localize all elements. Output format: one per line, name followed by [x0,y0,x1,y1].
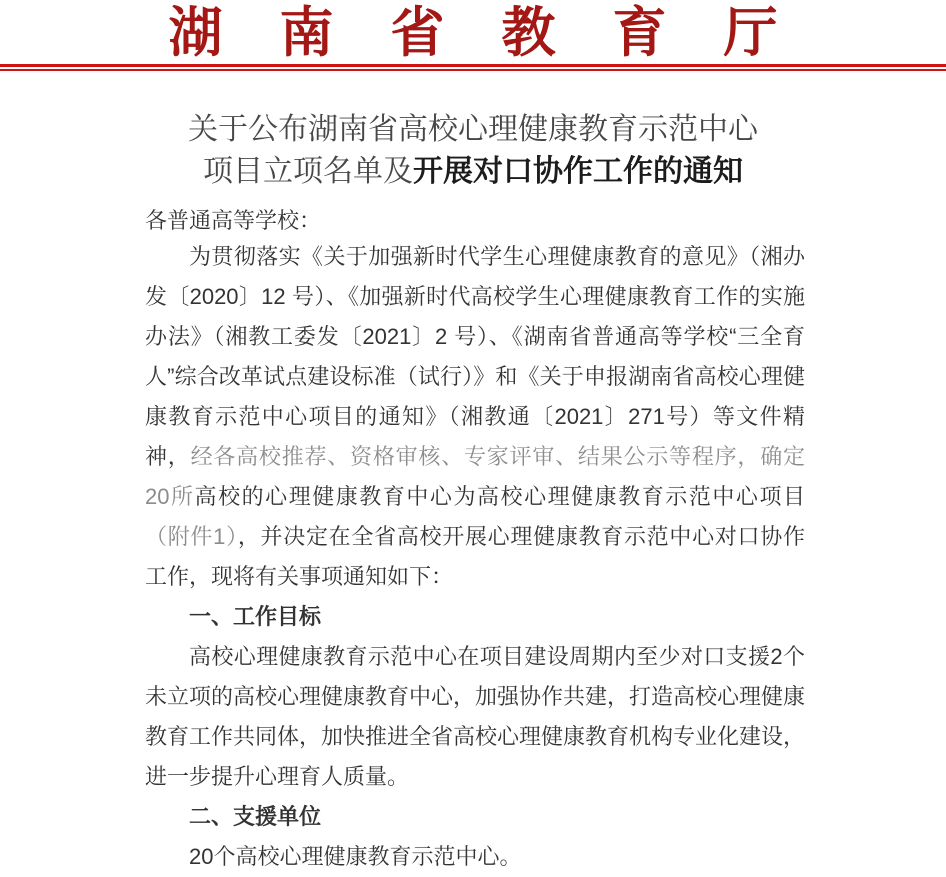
agency-name: 湖南省教育厅 [168,0,835,64]
section-heading [145,797,805,837]
document-title-line1: 关于公布湖南省高校心理健康教育示范中心 [188,113,758,146]
paragraph [145,837,805,877]
document-title [0,109,946,193]
letterhead-rule-thin [0,69,946,71]
document-body [0,205,946,877]
text-segment: 一、工作目标 [189,604,322,629]
paragraph [145,637,805,797]
salutation: 各普通高等学校： [145,208,322,233]
letterhead [0,0,946,71]
text-segment: 经各高校推荐、资格审核、专家评审、结果公示等程序，确定20所 [145,444,805,509]
text-segment: 高校心理健康教育示范中心在项目建设周期内至少对口支援2个未立项的高校心理健康教育中心，加强协作共建，打造高校心理健康教育工作共同体，加快推进全省高校心理健康教育机构专业化建设，进一步提升心理育人质量。 [145,644,806,789]
paragraph [145,237,805,597]
document-title-line2-normal: 项目立项名单及 [203,155,413,188]
document-title-line2-strong: 开展对口协作工作的通知 [413,155,743,188]
document-title-line2 [0,151,946,193]
text-segment: 20个高校心理健康教育示范中心。 [189,844,522,869]
text-segment: 为贯彻落实《关于加强新时代学生心理健康教育的意见》（湘办发〔2020〕12 号）、《加强新时代高校学生心理健康教育工作的实施办法》（湘教工委发〔2021〕2 号）、《湖南省普通高等学校“三全育人”综合改革试点建设标准（试行）》和《关于申报湖南省高校心理健康教育示范中心项目的通知》（湘教通〔2021〕271号）等文件精神， [145,244,805,469]
text-segment: 二、支援单位 [189,804,322,829]
text-segment: ，并决定在全省高校开展心理健康教育示范中心对口协作工作，现将有关事项通知如下： [145,524,805,589]
text-segment: 高校的心理健康教育中心为高校心理健康教育示范中心项目 [194,484,805,509]
text-segment: （附件1） [145,524,238,549]
section-heading [145,597,805,637]
document-paragraphs [145,237,805,877]
